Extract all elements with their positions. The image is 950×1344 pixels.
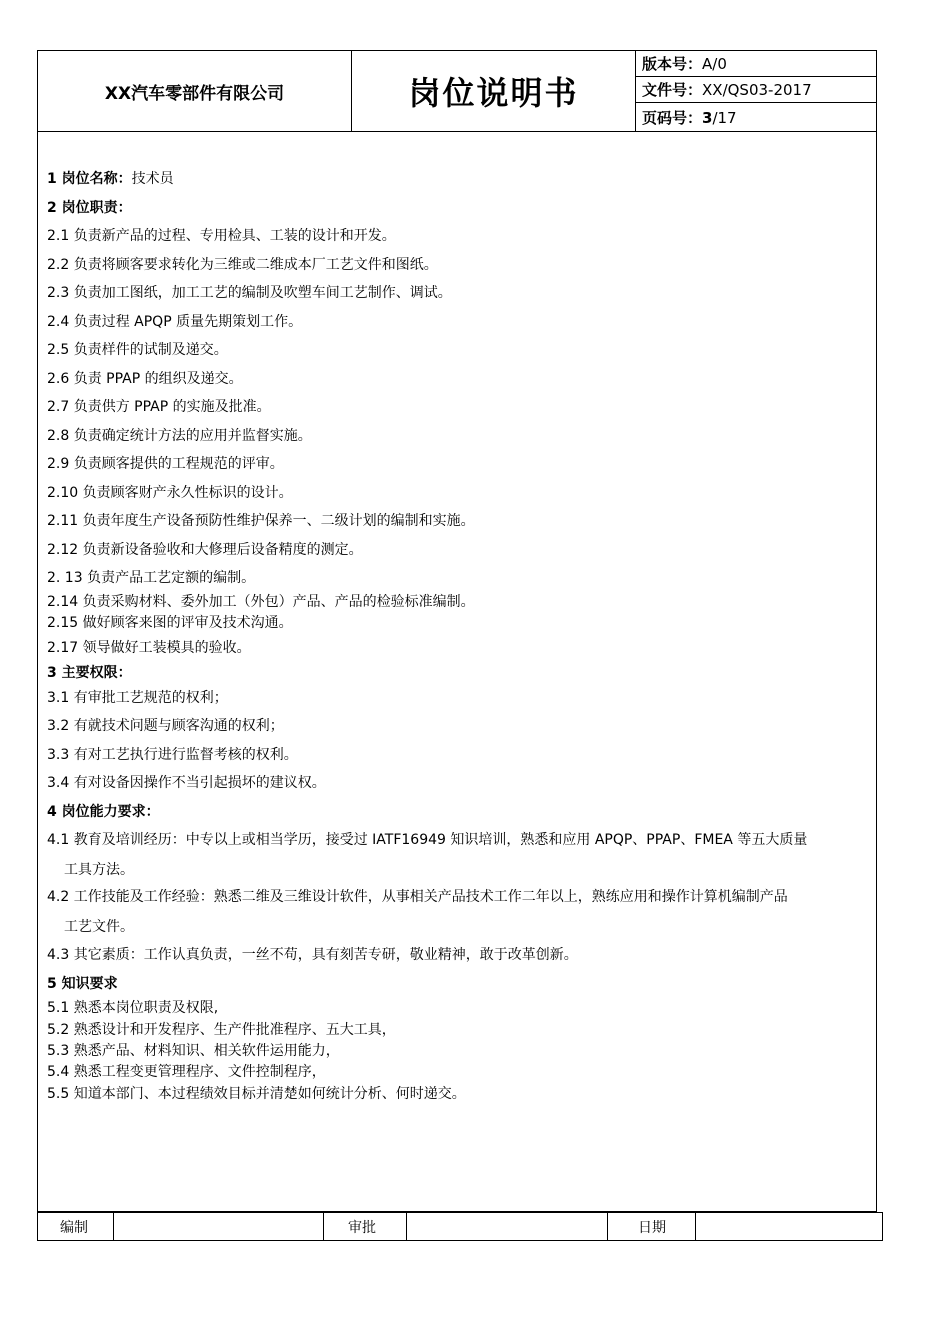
approved-by-field[interactable] bbox=[407, 1213, 608, 1240]
company-name: XX汽车零部件有限公司 bbox=[38, 51, 352, 131]
section-3-heading: 3 主要权限： bbox=[47, 665, 132, 681]
list-item: 2.17 领导做好工装模具的验收。 bbox=[47, 640, 251, 656]
list-item: 2.10 负责顾客财产永久性标识的设计。 bbox=[47, 485, 293, 501]
version-value: A/0 bbox=[702, 54, 727, 73]
doc-number-label: 文件号： bbox=[642, 81, 703, 99]
list-item: 2.12 负责新设备验收和大修理后设备精度的测定。 bbox=[47, 542, 363, 558]
date-label: 日期 bbox=[608, 1213, 696, 1240]
approved-by-label: 审批 bbox=[324, 1213, 407, 1240]
document-info bbox=[636, 51, 876, 131]
doc-number-value: XX/QS03-2017 bbox=[702, 80, 812, 99]
list-item: 2.4 负责过程 APQP 质量先期策划工作。 bbox=[47, 314, 303, 330]
list-item: 2.3 负责加工图纸，加工工艺的编制及吹塑车间工艺制作、调试。 bbox=[47, 285, 452, 301]
list-item: 4.1 教育及培训经历：中专以上或相当学历，接受过 IATF16949 知识培训，熟悉和应用 APQP、PPAP、FMEA 等五大质量 bbox=[47, 832, 808, 848]
job-title-value: 技术员 bbox=[131, 171, 174, 187]
section-1-heading: 1 岗位名称： bbox=[47, 171, 132, 187]
list-item-continuation: 工艺文件。 bbox=[64, 919, 134, 935]
section-5-heading: 5 知识要求 bbox=[47, 976, 118, 992]
list-item: 5.1 熟悉本岗位职责及权限, bbox=[47, 1000, 219, 1016]
section-2-heading: 2 岗位职责： bbox=[47, 200, 132, 216]
list-item: 2.2 负责将顾客要求转化为三维或二维成本厂工艺文件和图纸。 bbox=[47, 257, 438, 273]
list-item: 5.2 熟悉设计和开发程序、生产件批准程序、五大工具， bbox=[47, 1022, 396, 1038]
page-number-label: 页码号： bbox=[642, 109, 703, 127]
list-item: 5.3 熟悉产品、材料知识、相关软件运用能力， bbox=[47, 1043, 340, 1059]
list-item: 2.11 负责年度生产设备预防性维护保养一、二级计划的编制和实施。 bbox=[47, 513, 475, 529]
list-item: 3.3 有对工艺执行进行监督考核的权利。 bbox=[47, 747, 298, 763]
list-item-continuation: 工具方法。 bbox=[64, 862, 134, 878]
section-4-heading: 4 岗位能力要求： bbox=[47, 804, 160, 820]
list-item: 2. 13 负责产品工艺定额的编制。 bbox=[47, 570, 256, 586]
prepared-by-label: 编制 bbox=[38, 1213, 114, 1240]
document-frame bbox=[37, 50, 877, 1212]
version-label: 版本号： bbox=[642, 55, 703, 73]
list-item: 4.2 工作技能及工作经验：熟悉二维及三维设计软件，从事相关产品技术工作二年以上，熟练应用和操作计算机编制产品 bbox=[47, 889, 788, 905]
page-number-current: 3 bbox=[702, 108, 713, 127]
page-number-total: /17 bbox=[712, 108, 737, 127]
list-item: 2.7 负责供方 PPAP 的实施及批准。 bbox=[47, 399, 271, 415]
list-item: 3.2 有就技术问题与顾客沟通的权利； bbox=[47, 718, 284, 734]
page-number-row bbox=[636, 104, 876, 131]
section-1 bbox=[47, 168, 174, 188]
prepared-by-field[interactable] bbox=[114, 1213, 324, 1240]
list-item: 2.9 负责顾客提供的工程规范的评审。 bbox=[47, 456, 284, 472]
list-item: 2.14 负责采购材料、委外加工（外包）产品、产品的检验标准编制。 bbox=[47, 594, 475, 610]
list-item: 5.4 熟悉工程变更管理程序、文件控制程序， bbox=[47, 1064, 326, 1080]
document-header bbox=[38, 51, 876, 132]
list-item: 5.5 知道本部门、本过程绩效目标并清楚如何统计分析、何时递交。 bbox=[47, 1086, 466, 1102]
list-item: 2.1 负责新产品的过程、专用检具、工装的设计和开发。 bbox=[47, 228, 396, 244]
list-item: 2.5 负责样件的试制及递交。 bbox=[47, 342, 228, 358]
signature-row bbox=[37, 1212, 883, 1241]
doc-number-row bbox=[636, 77, 876, 103]
list-item: 2.6 负责 PPAP 的组织及递交。 bbox=[47, 371, 243, 387]
version-row bbox=[636, 51, 876, 77]
list-item: 2.8 负责确定统计方法的应用并监督实施。 bbox=[47, 428, 312, 444]
list-item: 4.3 其它素质：工作认真负责，一丝不苟，具有刻苦专研，敬业精神，敢于改革创新。 bbox=[47, 947, 578, 963]
list-item: 3.1 有审批工艺规范的权利； bbox=[47, 690, 228, 706]
document-title: 岗位说明书 bbox=[352, 51, 636, 131]
list-item: 2.15 做好顾客来图的评审及技术沟通。 bbox=[47, 615, 293, 631]
list-item: 3.4 有对设备因操作不当引起损坏的建议权。 bbox=[47, 775, 326, 791]
date-field[interactable] bbox=[696, 1213, 882, 1240]
